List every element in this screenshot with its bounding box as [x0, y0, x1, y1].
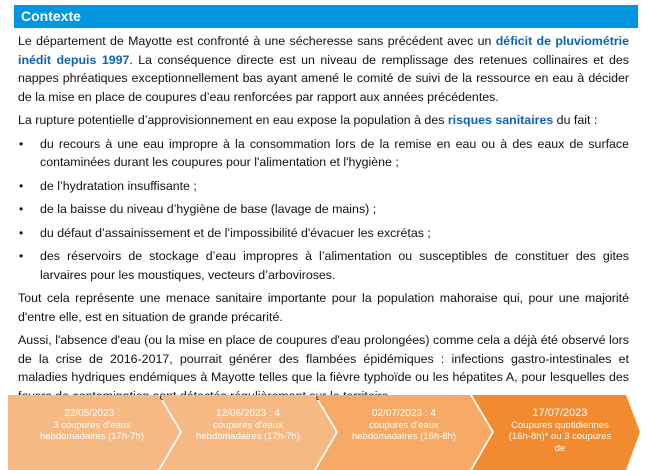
paragraph-risks: [18, 111, 629, 130]
context-text: [18, 32, 629, 410]
step-text: coupures d’eaux hebdomadaires (17h-7h): [195, 419, 301, 442]
step-date: 12/06/2023 : 4: [216, 408, 280, 419]
timeline-step: [504, 395, 616, 470]
list-item: • du défaut d’assainissement et de l’impossibilité d'évacuer les excrétas ;: [18, 224, 629, 243]
section-title: Contexte: [21, 8, 81, 24]
step-text: Coupures quotidiennes (16h-8h)* ou 3 coupures de: [508, 419, 612, 454]
text-span: . La conséquence directe est un niveau de remplissage des retenues collinaires et des nappes phréatiques exceptionnellement bas ayant amené le comité de suivi de la ressource en eau à décider de la mise en place de coupures d’eau renforcées par rapport aux années précédentes.: [18, 52, 630, 104]
step-date: 17/07/2023: [532, 407, 588, 419]
paragraph-drought: [18, 32, 629, 106]
water-cut-timeline: [8, 395, 640, 470]
highlight-rainfall-deficit: déficit de pluviométrie inédit depuis 1997: [18, 34, 629, 67]
timeline-step: [26, 395, 158, 470]
step-date: 22/05/2023 :: [64, 408, 120, 419]
text-span: du fait :: [553, 113, 598, 127]
step-text: coupures d’eaux hebdomadaires (16h-8h): [351, 419, 457, 442]
text-span: Le département de Mayotte est confronté à une sécheresse sans précédent avec un: [18, 34, 496, 48]
list-item: • de l’hydratation insuffisante ;: [18, 177, 629, 196]
list-item: • du recours à une eau impropre à la consommation lors de la remise en eau ou à des eaux de surface contaminées durant les coupures pour l'alimentation et l'hygiène ;: [18, 135, 629, 172]
timeline-step: [348, 395, 460, 470]
list-item: • de la baisse du niveau d’hygiène de base (lavage de mains) ;: [18, 200, 629, 219]
text-span: La rupture potentielle d’approvisionnement en eau expose la population à des: [18, 113, 448, 127]
paragraph-threat: Tout cela représente une menace sanitaire importante pour la population mahoraise qui, pour une majorité d'entre elle, est en situation de grande précarité.: [18, 291, 629, 324]
step-text: 3 coupures d’eaux hebdomadaires (17h-7h): [39, 419, 145, 442]
highlight-health-risks: risques sanitaires: [447, 113, 554, 127]
step-date: 02/07/2023 : 4: [372, 408, 436, 419]
risk-list: [18, 135, 629, 285]
paragraph-epidemics: Aussi, l'absence d'eau (ou la mise en place de coupures d'eau prolongées) comme cela a déjà été observé lors de la crise de 2016-2017, pourrait générer des flambées épidémiques : infections gastro-intestinales et maladies hydriques endémiques à Mayotte telles que la fièvre typhoïde ou les hépatites A, pour lesquelles des: [18, 333, 629, 384]
section-header: [14, 5, 638, 28]
list-item: • des réservoirs de stockage d’eau impropres à l’alimentation ou susceptibles de constituer des gites larvaires pour les moustiques, vecteurs d’arboviroses.: [18, 247, 629, 284]
timeline-step: [192, 395, 304, 470]
